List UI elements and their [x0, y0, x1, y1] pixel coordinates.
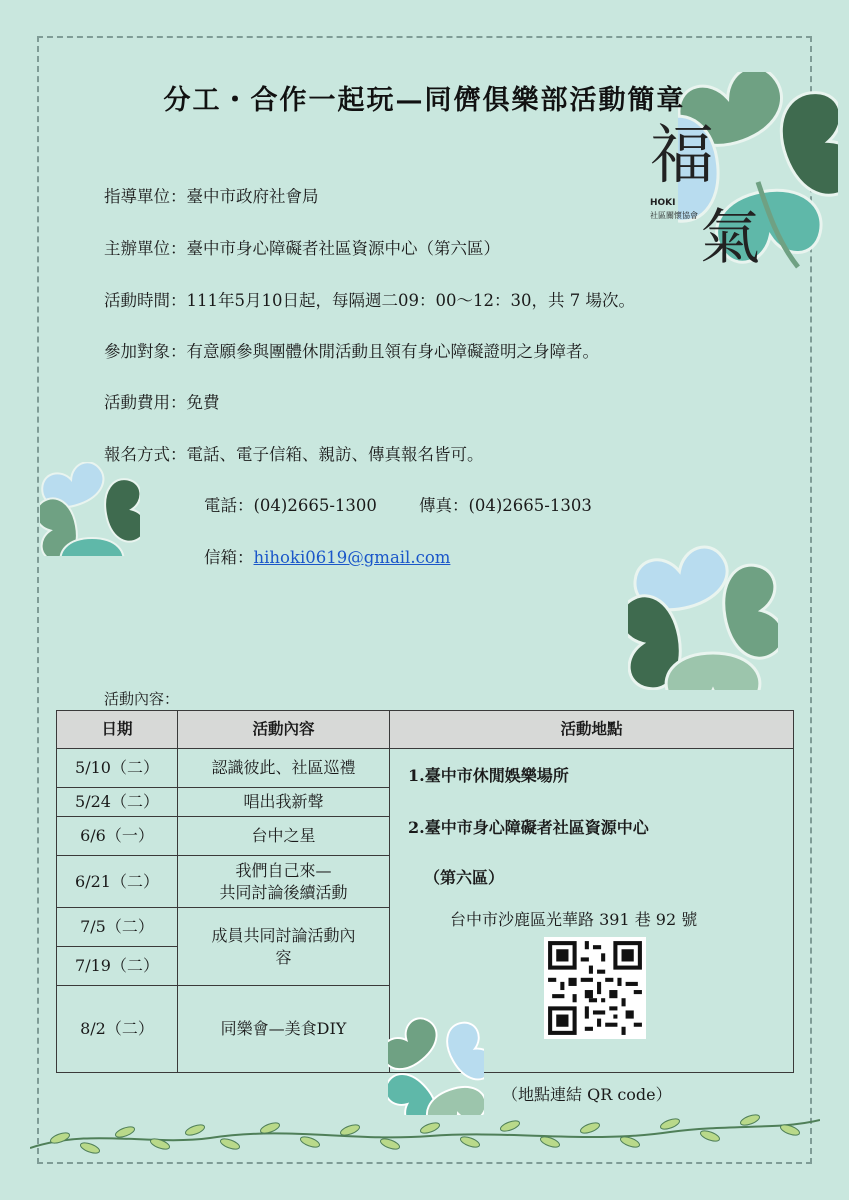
- activity-cell: [178, 856, 390, 908]
- info-row-fee: [104, 389, 220, 413]
- header-date: 日期: [57, 711, 178, 749]
- date-cell: 7/19（二）: [57, 947, 178, 986]
- location-line-1: 1.臺中市休閒娛樂場所: [408, 766, 569, 785]
- clover-icon-table: [388, 1015, 484, 1115]
- activity-cell: 台中之星: [178, 817, 390, 856]
- clover-icon-left: [40, 462, 140, 556]
- location-address: 台中市沙鹿區光華路 391 巷 92 號: [450, 910, 698, 929]
- info-value: 臺中市政府社會局: [186, 187, 319, 206]
- vine-decoration-icon: [30, 1108, 820, 1158]
- activity-line: 成員共同討論活動內: [211, 925, 356, 945]
- location-line-2: 2.臺中市身心障礙者社區資源中心: [408, 818, 649, 837]
- info-value: 免費: [186, 393, 220, 412]
- contact-email: [204, 544, 450, 568]
- header-location: 活動地點: [390, 711, 794, 749]
- logo-brand: HOKI: [650, 198, 676, 208]
- activity-cell: 唱出我新聲: [178, 788, 390, 817]
- qr-caption: （地點連結 QR code）: [502, 1085, 672, 1104]
- clover-icon-right: [628, 540, 778, 690]
- info-value: 臺中市身心障礙者社區資源中心（第六區）: [186, 239, 500, 258]
- contact-phone-fax: [204, 492, 592, 516]
- page-title: 分工・合作一起玩—同儕俱樂部活動簡章: [163, 85, 686, 116]
- info-row-organizer: [104, 235, 500, 259]
- activity-cell: 認識彼此、社區巡禮: [178, 749, 390, 788]
- date-cell: 6/6（一）: [57, 817, 178, 856]
- info-row-participants: [104, 338, 599, 362]
- phone-text: 電話：(04)2665-1300: [204, 496, 377, 515]
- info-value: 111年5月10日起，每隔週二09：00～12：30，共 7 場次。: [186, 291, 635, 310]
- info-value: 有意願參與團體休閒活動且領有身心障礙證明之身障者。: [186, 342, 599, 361]
- date-cell: 7/5（二）: [57, 908, 178, 947]
- info-value: 電話、電子信箱、親訪、傳真報名皆可。: [186, 445, 484, 464]
- location-line-3: （第六區）: [424, 868, 505, 887]
- activity-line: 容: [275, 947, 292, 967]
- date-cell: 5/24（二）: [57, 788, 178, 817]
- info-label: 參加對象：: [104, 342, 187, 361]
- info-label: 活動時間：: [104, 291, 187, 310]
- date-cell: 6/21（二）: [57, 856, 178, 908]
- info-label: 報名方式：: [104, 445, 187, 464]
- info-label: 指導單位：: [104, 187, 187, 206]
- activity-line: 共同討論後續活動: [219, 882, 348, 902]
- email-link[interactable]: hihoki0619@gmail.com: [253, 548, 451, 567]
- activity-line: 我們自己來—: [235, 860, 332, 880]
- fax-text: 傳真：(04)2665-1303: [418, 496, 592, 515]
- qr-code-icon[interactable]: [544, 937, 646, 1039]
- info-label: 主辦單位：: [104, 239, 187, 258]
- email-label: 信箱：: [204, 548, 254, 567]
- date-cell: 5/10（二）: [57, 749, 178, 788]
- activity-cell: [178, 908, 390, 986]
- location-cell: [390, 749, 794, 1104]
- table-caption: 活動內容：: [104, 690, 180, 708]
- info-row-guidance: [104, 183, 319, 207]
- table-header-row: [57, 711, 794, 749]
- info-label: 活動費用：: [104, 393, 187, 412]
- info-row-time: [104, 287, 635, 311]
- logo-char-qi: 氣: [700, 203, 760, 273]
- logo-char-fu: 福: [650, 119, 714, 193]
- info-row-registration: [104, 441, 484, 465]
- date-cell: 8/2（二）: [57, 986, 178, 1073]
- activity-cell: 同樂會—美食DIY: [178, 986, 390, 1073]
- schedule-table: [56, 710, 794, 1104]
- header-activity: 活動內容: [178, 711, 390, 749]
- table-row: [57, 749, 794, 788]
- logo-org: 社區關懷協會: [650, 211, 698, 220]
